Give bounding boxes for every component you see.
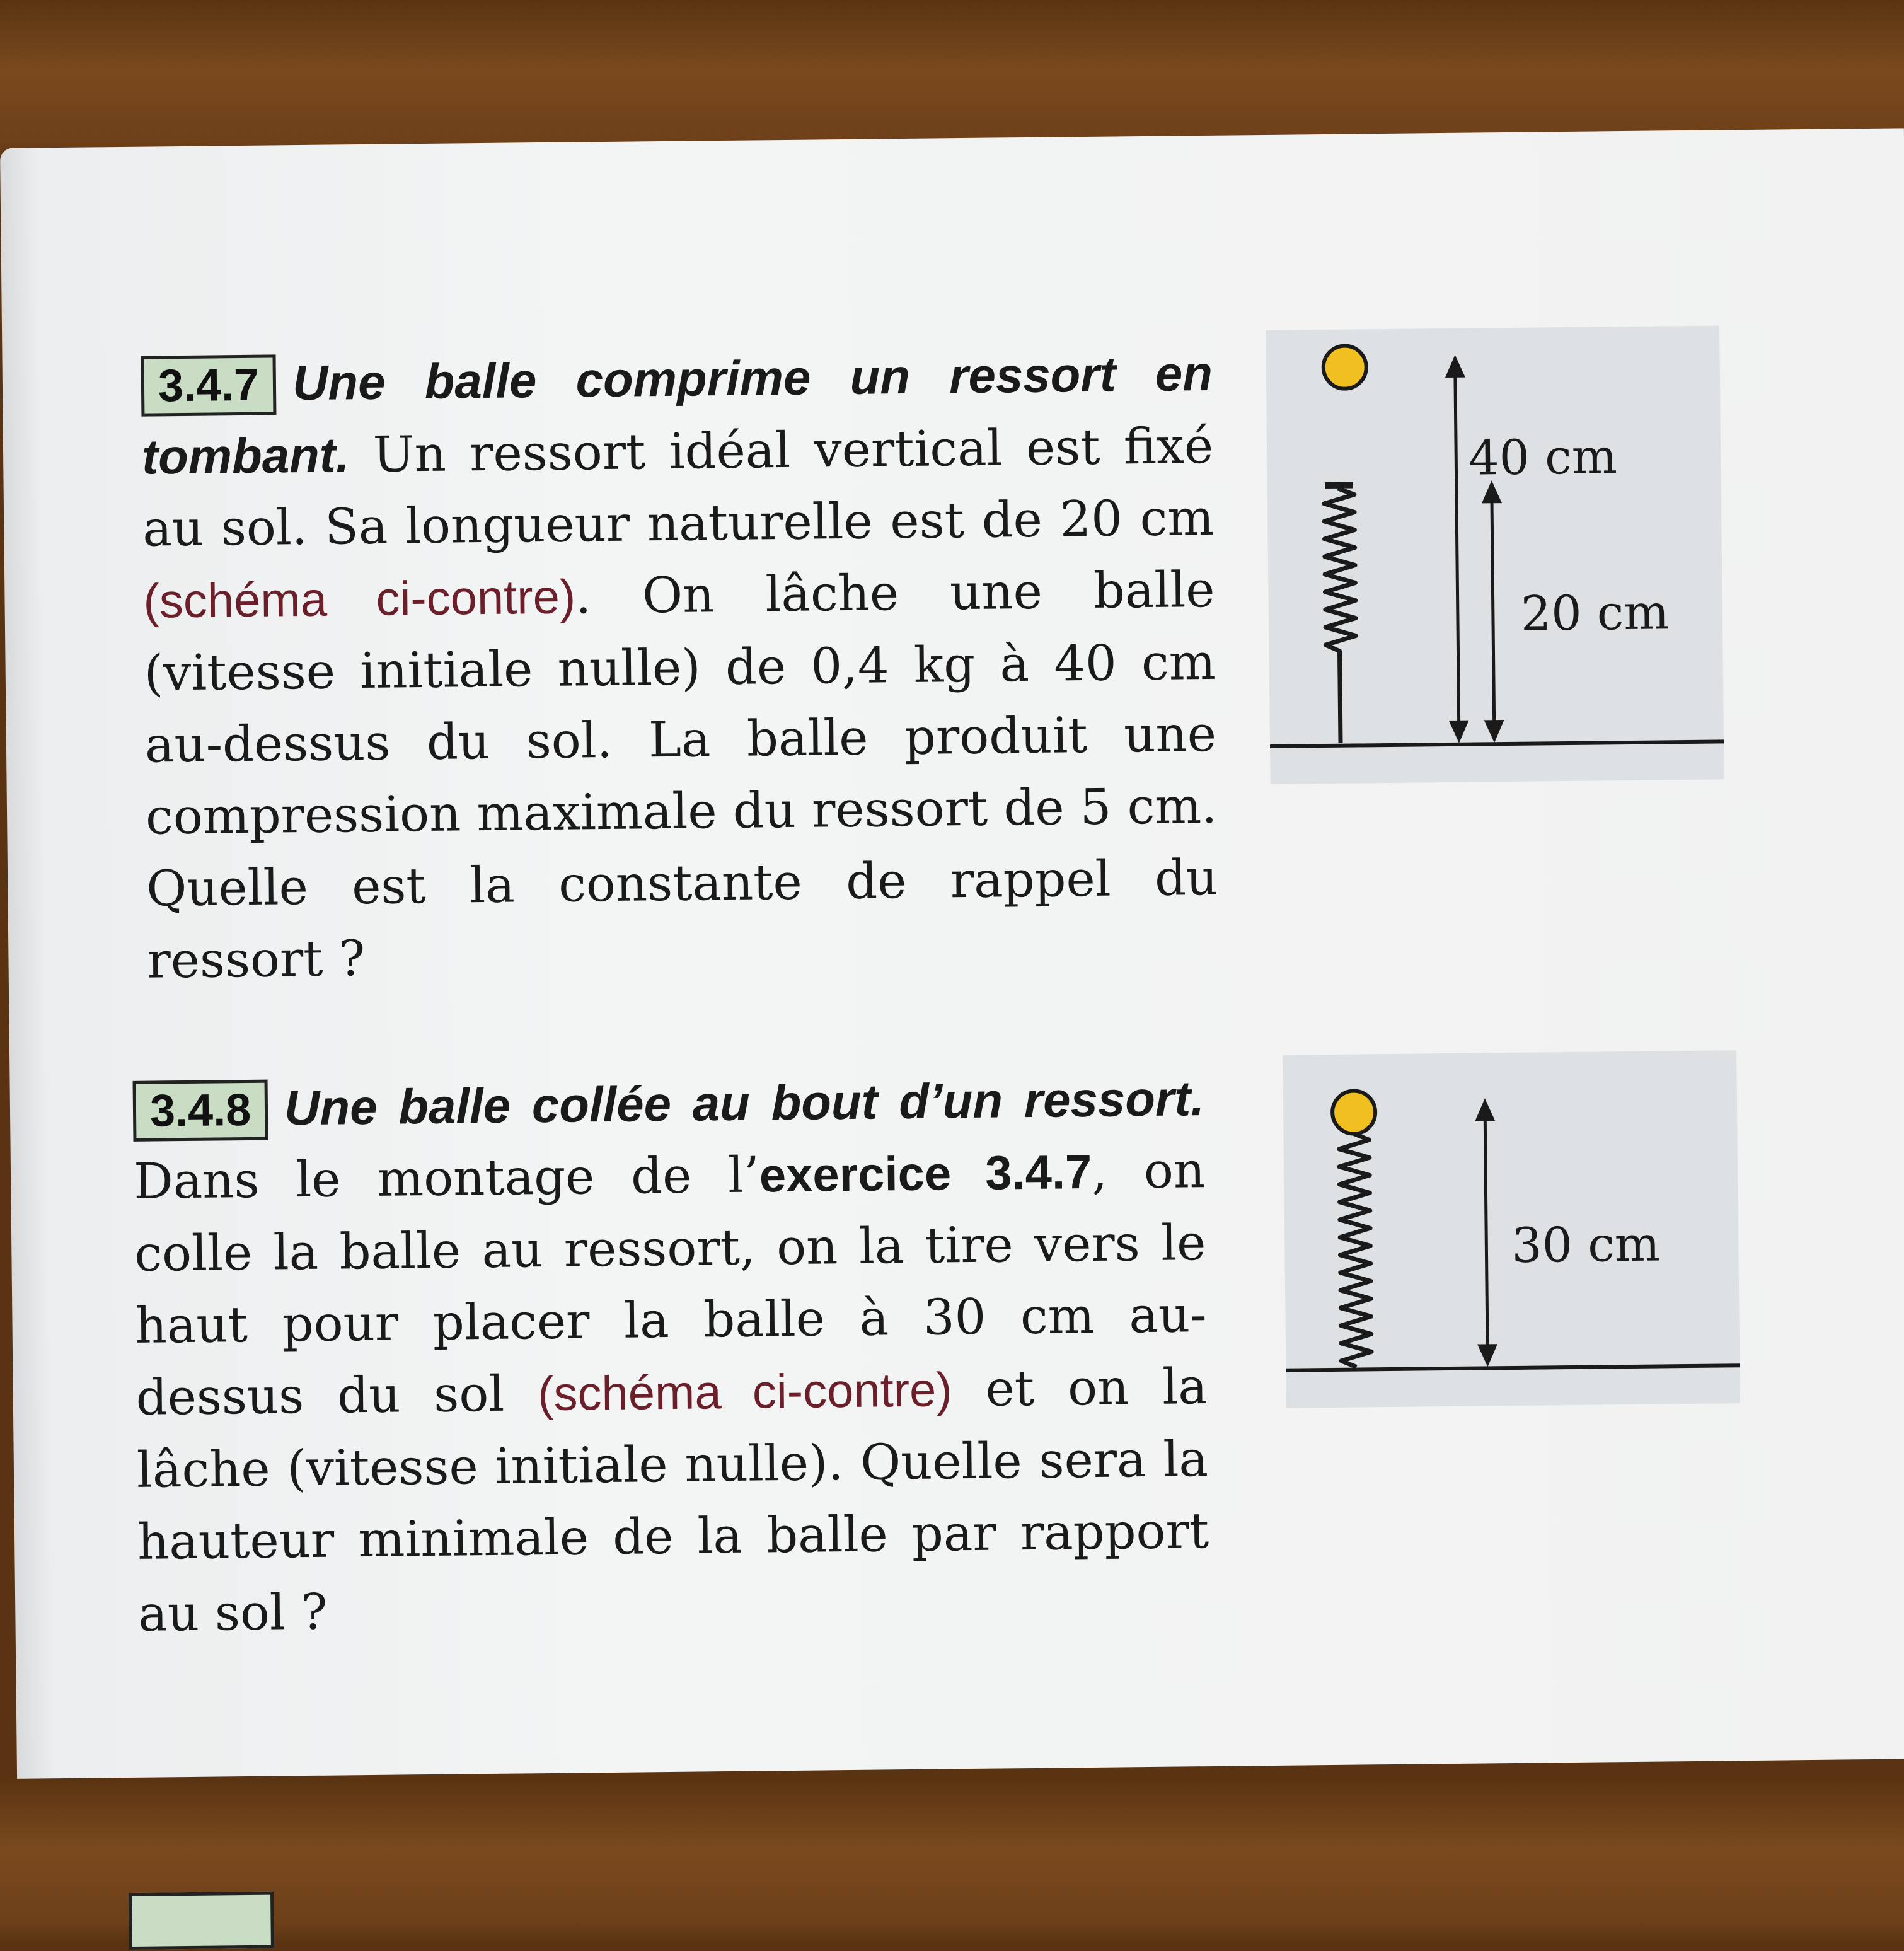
- spring: [1339, 1133, 1371, 1367]
- label-30cm: 30 cm: [1511, 1215, 1661, 1273]
- exercise-title: Une balle collée au bout d’un ressort.: [284, 1070, 1205, 1136]
- exercise-text: . On lâche une balle (vitesse initiale nulle) de 0,4 kg à 40 cm au-dessus du sol. La balle produit une compression maximale du ressort de 5 cm. Quelle est la constante de rappel du ressort ?: [144, 561, 1218, 990]
- exercise-number: 3.4.7: [141, 354, 276, 416]
- ground-line: [1270, 741, 1724, 746]
- arrow-30cm: [1485, 1116, 1487, 1362]
- exercise-text: et on la lâche (vitesse initiale nulle). Quelle sera la hauteur minimale de la balle par rapport au sol ?: [136, 1358, 1209, 1643]
- exercise-reference: exercice 3.4.7: [759, 1145, 1092, 1203]
- figure-spring-ball-drop: [1266, 325, 1724, 784]
- exercise-3-4-8: [132, 1062, 1209, 1650]
- ball: [1332, 1091, 1376, 1134]
- exercise-3-4-7: [141, 337, 1219, 997]
- next-exercise-number-box: [129, 1892, 274, 1950]
- textbook-page: [0, 128, 1904, 1778]
- figure-reference: (schéma ci-contre): [143, 570, 576, 628]
- exercise-number: 3.4.8: [133, 1080, 268, 1142]
- exercise-text: Dans le montage de l’: [133, 1147, 760, 1210]
- exercise-text: , on colle la balle au ressort, on la tire vers le haut pour placer la balle à 30 cm au-dessus du sol: [134, 1142, 1207, 1427]
- ball: [1323, 345, 1366, 389]
- arrow-40cm: [1455, 373, 1459, 738]
- label-40cm: 40 cm: [1468, 428, 1618, 486]
- figure-reference: (schéma ci-contre): [537, 1363, 953, 1421]
- exercise-text: Un ressort idéal vertical est fixé au sol. Sa longueur naturelle est de 20 cm: [142, 417, 1215, 558]
- exercise-title: Une balle comprime un ressort en tombant.: [141, 345, 1213, 485]
- label-20cm: 20 cm: [1520, 584, 1670, 642]
- spring: [1324, 489, 1357, 743]
- arrow-20cm: [1492, 498, 1494, 738]
- figure-spring-ball-attached: [1283, 1050, 1740, 1408]
